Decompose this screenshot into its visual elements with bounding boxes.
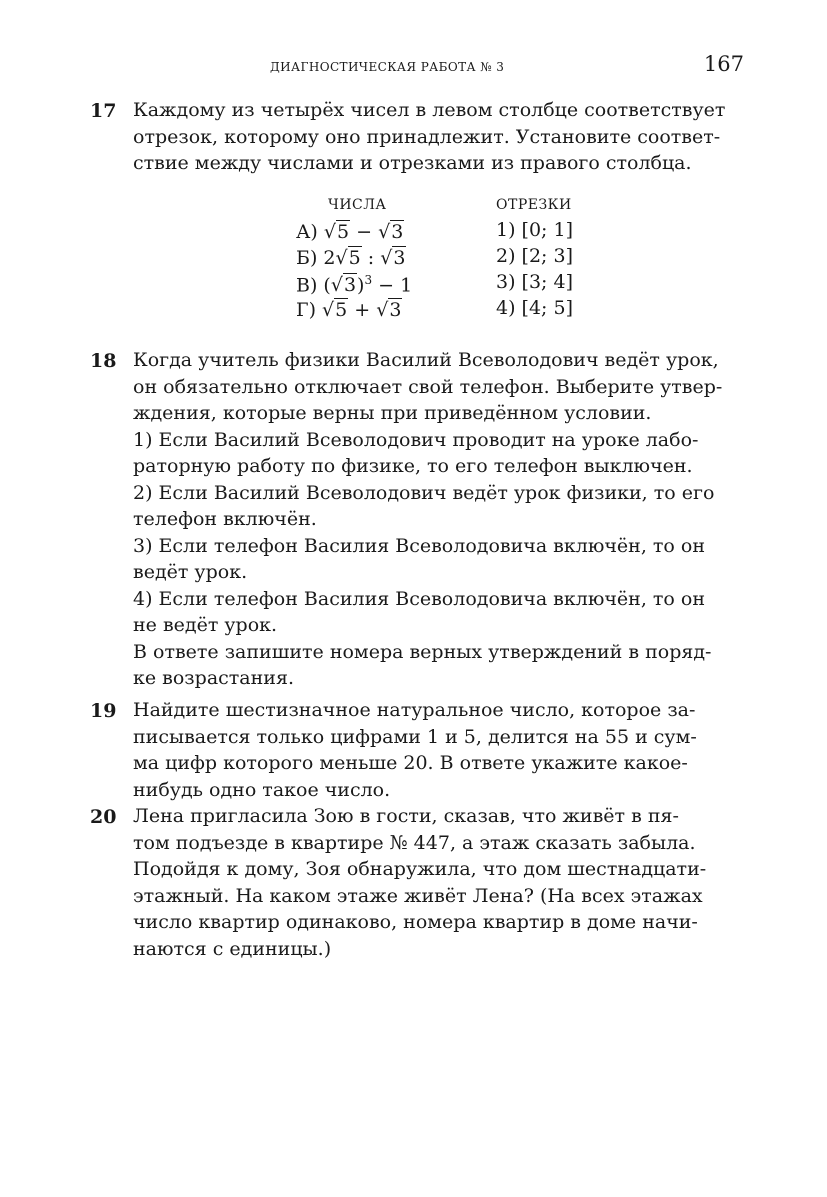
text-line: писывается только цифрами 1 и 5, делится на 55 и сум-: [133, 725, 697, 748]
operator: −: [356, 221, 373, 243]
running-title: ДИАГНОСТИЧЕСКАЯ РАБОТА № 3: [270, 60, 505, 74]
radicand: 3: [343, 274, 357, 297]
text-line: наются с единицы.): [133, 937, 332, 960]
numbers-column-header: ЧИСЛА: [328, 197, 387, 213]
problem-text: [133, 697, 745, 803]
sqrt: √5: [335, 247, 361, 269]
radicand: 5: [348, 247, 361, 269]
text-line: ствие между числами и отрезками из правого столбца.: [133, 152, 692, 174]
problem-number: 20: [90, 806, 117, 828]
page-number: 167: [703, 52, 744, 76]
text-line: Каждому из четырёх чисел в левом столбце соответствует: [133, 99, 726, 121]
problem-text: [133, 347, 745, 692]
text-line: Подойдя к дому, Зоя обнаружила, что дом шестнадцати-: [133, 858, 707, 880]
problem-text: [133, 97, 745, 177]
sqrt: √3: [376, 299, 402, 321]
text-line: В ответе запишите номера верных утверждений в поряд-: [133, 640, 712, 663]
segment-item: 1) [0; 1]: [496, 219, 573, 241]
text-line: он обязательно отключает свой телефон. Выберите утвер-: [133, 375, 723, 398]
sqrt: √5: [322, 299, 348, 321]
text-line: 3) Если телефон Василия Всеволодовича включён, то он: [133, 534, 706, 557]
text-line: ждения, которые верны при приведённом условии.: [133, 402, 652, 424]
text-line: Найдите шестизначное натуральное число, которое за-: [133, 699, 696, 721]
text-line: нибудь одно такое число.: [133, 778, 391, 801]
item-label: А): [296, 221, 318, 243]
segment-item: 2) [2; 3]: [496, 245, 573, 267]
text-line: телефон включён.: [133, 508, 317, 530]
item-label: В): [296, 274, 318, 297]
text-line: ведёт урок.: [133, 561, 248, 583]
text-line: 1) Если Василий Всеволодович проводит на уроке лабо-: [133, 428, 699, 451]
exponent: 3: [364, 273, 373, 287]
sqrt: √3: [378, 221, 404, 243]
sqrt: √3: [380, 247, 406, 269]
operator: +: [354, 299, 371, 321]
item-label: Г): [296, 299, 316, 321]
text-line: ке возрастания.: [133, 667, 294, 689]
text-line: Когда учитель физики Василий Всеволодович ведёт урок,: [133, 349, 719, 371]
text-line: ма цифр которого меньше 20. В ответе укажите какое-: [133, 752, 688, 774]
radicand: 3: [391, 221, 404, 243]
number-item-g: [296, 299, 402, 321]
matching-table: [0, 195, 827, 335]
problem-text: [133, 803, 745, 962]
sqrt: √5: [323, 221, 350, 243]
problem-number: 19: [90, 700, 117, 722]
segment-item: 3) [3; 4]: [496, 271, 573, 293]
paren: ): [357, 274, 365, 297]
page-header: [0, 52, 827, 82]
text-line: этажный. На каком этаже живёт Лена? (На всех этажах: [133, 884, 703, 907]
text-line: число квартир одинаково, номера квартир в доме начи-: [133, 911, 698, 933]
radicand: 5: [335, 299, 348, 321]
segment-item: 4) [4; 5]: [496, 297, 573, 319]
text-line: раторную работу по физике, то его телефон выключен.: [133, 455, 693, 477]
operator: :: [367, 247, 375, 269]
segments-column-header: ОТРЕЗКИ: [496, 197, 572, 213]
number-item-a: [296, 221, 404, 243]
text-line: том подъезде в квартире № 447, а этаж сказать забыла.: [133, 831, 696, 854]
sqrt: √3: [330, 274, 357, 297]
item-label: Б): [296, 247, 318, 269]
radicand: 3: [389, 299, 402, 321]
text-line: 4) Если телефон Василия Всеволодовича включён, то он: [133, 587, 706, 610]
number-item-v: [296, 273, 412, 296]
text-line: 2) Если Василий Всеволодович ведёт урок физики, то его: [133, 481, 715, 504]
subtrahend: − 1: [378, 274, 413, 297]
number-item-b: [296, 247, 406, 269]
text-line: отрезок, которому оно принадлежит. Установите соответ-: [133, 125, 721, 148]
paren: (: [323, 274, 331, 297]
radicand: 5: [336, 221, 350, 243]
radicand: 3: [393, 247, 406, 269]
coefficient: 2: [323, 247, 336, 269]
text-line: не ведёт урок.: [133, 614, 278, 636]
problem-number: 18: [90, 350, 117, 372]
problem-number: 17: [90, 100, 117, 122]
text-line: Лена пригласила Зою в гости, сказав, что живёт в пя-: [133, 805, 679, 827]
